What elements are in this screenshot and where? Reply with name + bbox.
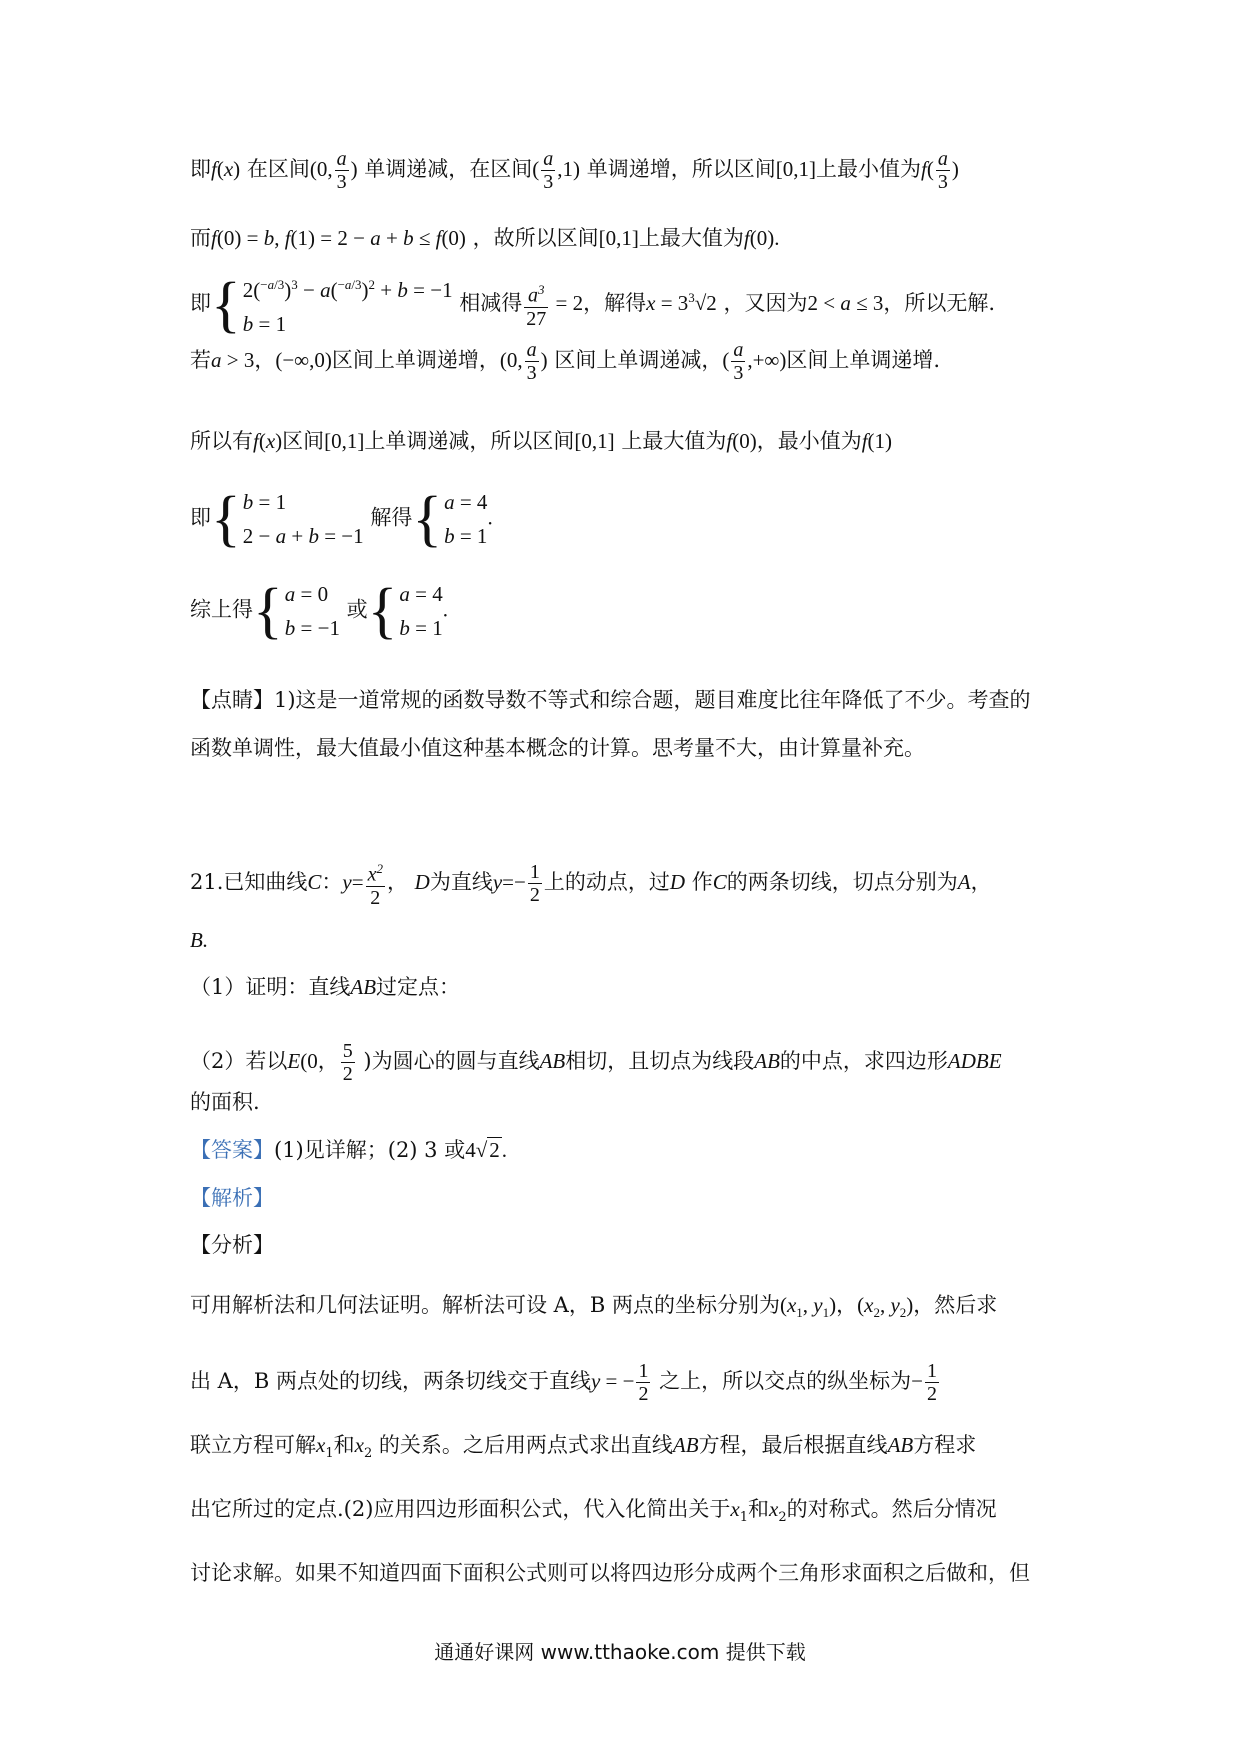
fenxi-label: 【分析】: [190, 1233, 274, 1257]
answer-label: 【答案】: [190, 1138, 274, 1162]
equation-system-3: a = 4 b = 1: [444, 490, 488, 548]
analysis-line-5: 讨论求解。如果不知道四面下面积公式则可以将四边形分成两个三角形求面积之后做和，但: [190, 1561, 1030, 1585]
text-line-9: 函数单调性，最大值最小值这种基本概念的计算。思考量不大，由计算量补充。: [190, 736, 925, 760]
part-2-cont: 的面积.: [190, 1090, 260, 1114]
analysis-line-4: 出它所过的定点.(2)应用四边形面积公式，代入化简出关于$x_1$和$x_2$的对称式。然后分情况: [190, 1497, 997, 1526]
page-footer: 通通好课网 www.tthaoke.com 提供下载: [434, 1640, 806, 1664]
part-2: （2）若以E(0， $\frac{5}{2}$ )为圆心的圆与直线AB相切，且切点为线段AB的中点，求四边形ADBE: [190, 1040, 1002, 1085]
jiexi-label: 【解析】: [190, 1186, 274, 1210]
question-21: 21.已知曲线C：y= $\frac{x^2}{2}$ ， D为直线y=− $\frac{1}{2}$ 上的动点，过D 作C的两条切线，切点分别为A，: [190, 858, 1060, 909]
answer-line: 【答案】(1)见详解；(2) 3 或4√2.: [190, 1138, 507, 1162]
dianjing-label: 【点睛】: [190, 688, 274, 712]
question-21-cont: B.: [190, 928, 209, 952]
text-line-2: 而f(0) = b, f(1) = 2 − a + b ≤ f(0) ，故所以区间[0,1]上最大值为f(0).: [190, 226, 780, 250]
equation-system-5: a = 4 b = 1: [399, 582, 443, 640]
text-line-3: 即{ $2(^{-a/3})^3 - a(^{-a/3})^2 + b = -1$ b = 1 相减得 $\frac{a^3}{27}$ = 2，解得$x = 3^3√2$ ，又因为2 < a ≤ 3，所以无解.: [190, 268, 1060, 341]
text-line-7: 综上得{ a = 0 b = −1 或{ a = 4 b = 1 .: [190, 577, 448, 645]
equation-system-2: b = 1 2 − a + b = −1: [242, 490, 364, 548]
text-line-6: 即{ b = 1 2 − a + b = −1 解得{ a = 4 b = 1 .: [190, 485, 493, 553]
equation-system-4: a = 0 b = −1: [284, 582, 340, 640]
part-1: （1）证明：直线AB过定点：: [190, 975, 461, 999]
text-line-5: 所以有f(x)区间[0,1]上单调递减，所以区间[0,1] 上最大值为f(0)，最小值为f(1): [190, 429, 893, 453]
analysis-line-2: 出 A，B 两点处的切线，两条切线交于直线y = − $\frac{1}{2}$ 之上，所以交点的纵坐标为− $\frac{1}{2}$: [190, 1360, 937, 1405]
text-line-8: 【点睛】1)这是一道常规的函数导数不等式和综合题，题目难度比往年降低了不少。考查的: [190, 688, 1031, 712]
analysis-line-3: 联立方程可解$x_1$和$x_2$ 的关系。之后用两点式求出直线AB方程，最后根据直线AB方程求: [190, 1433, 977, 1462]
text-line-1: 即f(x) 在区间(0, $\frac{a}{3}$ ) 单调递减，在区间( $\frac{a}{3}$ ,1) 单调递增，所以区间[0,1]上最小值为f( $\frac{a}{3}$ ): [190, 148, 959, 193]
text-line-4: 若a > 3，(−∞,0)区间上单调递增，(0, $\frac{a}{3}$ ) 区间上单调递减，( $\frac{a}{3}$ ,+∞)区间上单调递增.: [190, 339, 941, 384]
analysis-line-1: 可用解析法和几何法证明。解析法可设 A，B 两点的坐标分别为($x_1$, $y_1$)，($x_2$, $y_2$)，然后求: [190, 1293, 998, 1321]
equation-system-1: $2(^{-a/3})^3 - a(^{-a/3})^2 + b = -1$ b = 1: [242, 277, 453, 336]
